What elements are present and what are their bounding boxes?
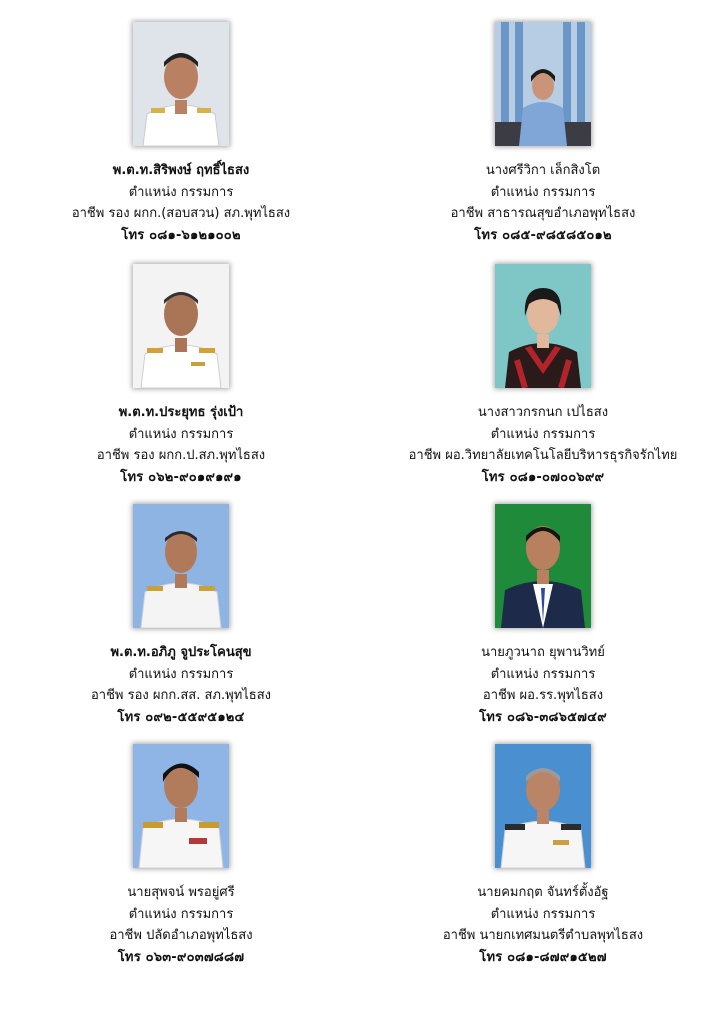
member-card xyxy=(0,262,362,502)
member-name: นางศรีวิกา เล็กสิงโต xyxy=(485,163,601,178)
member-position: ตำแหน่ง กรรมการ xyxy=(490,906,596,922)
member-card xyxy=(362,20,724,260)
member-photo xyxy=(133,504,229,628)
member-card xyxy=(362,742,724,982)
member-position: ตำแหน่ง กรรมการ xyxy=(490,184,596,200)
member-card xyxy=(0,742,362,982)
member-occupation: อาชีพ ผอ.รร.พุทไธสง xyxy=(482,688,604,703)
member-photo xyxy=(133,264,229,388)
member-position: ตำแหน่ง กรรมการ xyxy=(128,666,234,682)
member-phone: โทร ๐๘๑-๖๑๒๑๐๐๒ xyxy=(121,227,241,243)
member-phone: โทร ๐๖๓-๙๐๓๗๘๘๗ xyxy=(117,949,245,965)
member-phone: โทร ๐๘๑-๐๗๐๐๖๙๙ xyxy=(481,469,605,485)
member-name: พ.ต.ท.ประยุทธ รุ่งเป้า xyxy=(118,405,244,420)
member-phone: โทร ๐๙๒-๕๕๙๕๑๒๔ xyxy=(117,709,245,725)
member-phone: โทร ๐๖๒-๙๐๑๙๑๙๑ xyxy=(120,469,242,485)
member-phone: โทร ๐๘๕-๙๘๕๘๕๐๑๒ xyxy=(474,227,612,243)
member-occupation: อาชีพ รอง ผกก.ป.สภ.พุทไธสง xyxy=(96,448,266,463)
member-card xyxy=(0,502,362,742)
member-occupation: อาชีพ ปลัดอำเภอพุทไธสง xyxy=(109,928,253,943)
member-phone: โทร ๐๘๖-๓๘๖๕๗๔๙ xyxy=(479,709,607,725)
member-card xyxy=(362,262,724,502)
member-name: นายสุพจน์ พรอยู่ศรี xyxy=(127,885,235,900)
member-occupation: อาชีพ สาธารณสุขอำเภอพุทไธสง xyxy=(450,206,636,221)
member-position: ตำแหน่ง กรรมการ xyxy=(490,666,596,682)
member-occupation: อาชีพ รอง ผกก.(สอบสวน) สภ.พุทไธสง xyxy=(71,206,291,221)
member-name: นางสาวกรกนก เปไธสง xyxy=(477,405,609,420)
member-photo xyxy=(495,22,591,146)
member-name: พ.ต.ท.สิริพงษ์ ฤทธิ์ไธสง xyxy=(112,163,250,178)
member-position: ตำแหน่ง กรรมการ xyxy=(128,906,234,922)
member-phone: โทร ๐๘๑-๘๗๙๑๕๒๗ xyxy=(479,949,607,965)
member-position: ตำแหน่ง กรรมการ xyxy=(128,426,234,442)
member-position: ตำแหน่ง กรรมการ xyxy=(490,426,596,442)
member-photo xyxy=(495,744,591,868)
member-photo xyxy=(495,504,591,628)
member-occupation: อาชีพ ผอ.วิทยาลัยเทคโนโลยีบริหารธุรกิจรักไทย xyxy=(408,448,678,463)
member-card xyxy=(362,502,724,742)
member-name: นายภูวนาถ ยุพานวิทย์ xyxy=(481,645,605,660)
member-photo xyxy=(133,744,229,868)
member-position: ตำแหน่ง กรรมการ xyxy=(128,184,234,200)
member-occupation: อาชีพ รอง ผกก.สส. สภ.พุทไธสง xyxy=(90,688,272,703)
member-photo xyxy=(495,264,591,388)
member-card xyxy=(0,20,362,260)
member-name: พ.ต.ท.อภิภู จูประโคนสุข xyxy=(110,645,252,660)
member-name: นายคมกฤต จันทร์ตั้งอัฐ xyxy=(477,885,609,900)
member-occupation: อาชีพ นายกเทศมนตรีตำบลพุทไธสง xyxy=(442,928,644,943)
member-photo xyxy=(133,22,229,146)
